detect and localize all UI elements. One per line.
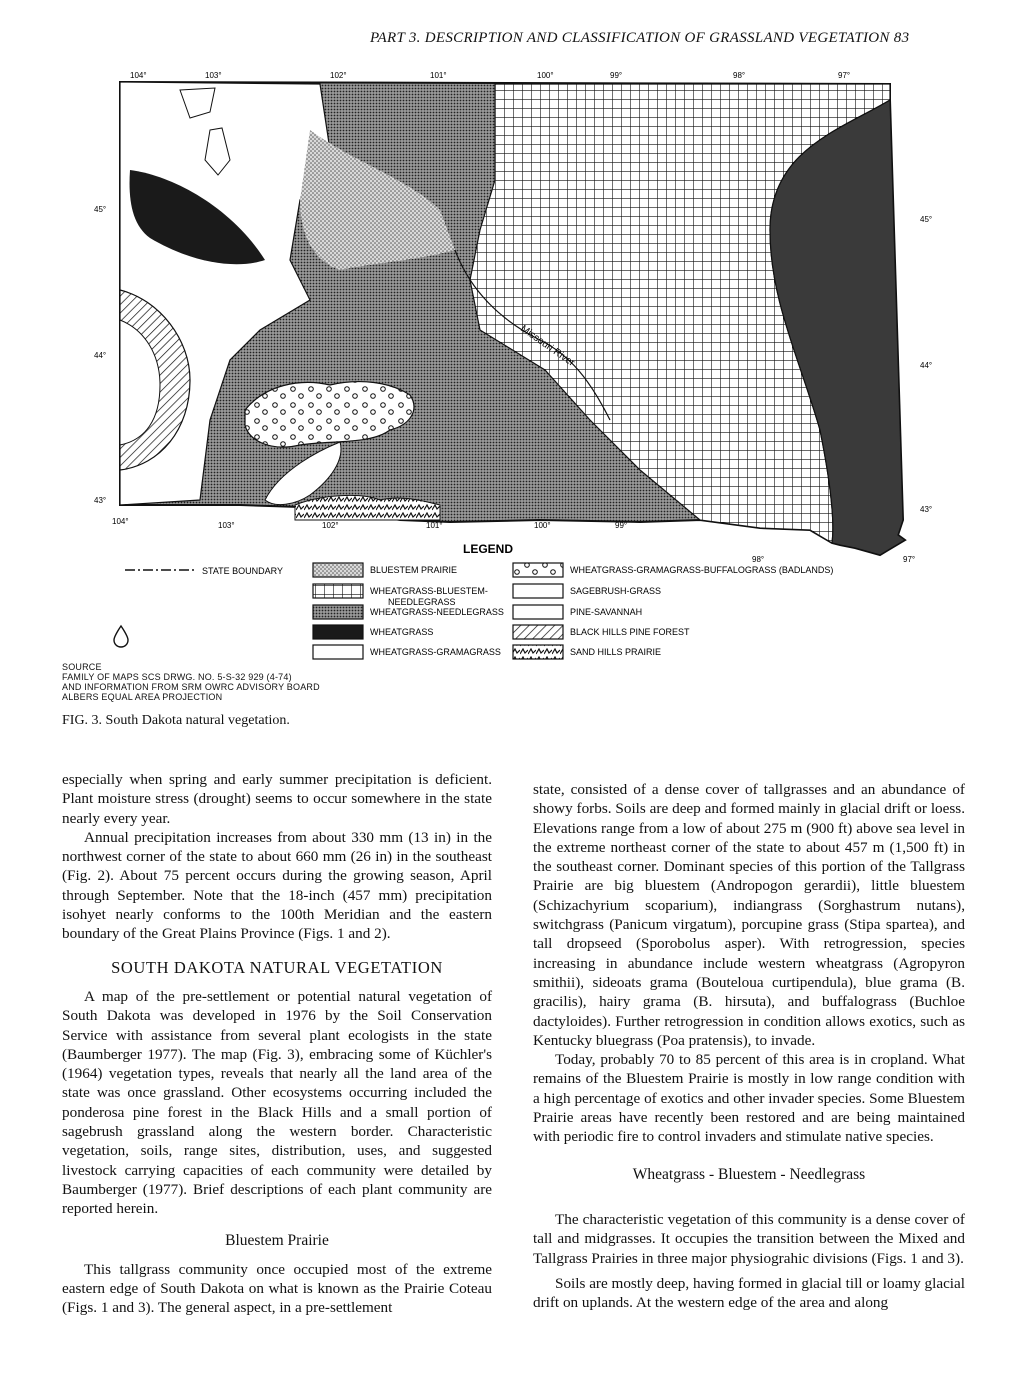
legend-left-column [313,563,504,659]
figure-caption: FIG. 3. South Dakota natural vegetation. [62,713,290,728]
legend-label: NEEDLEGRASS [388,597,456,607]
paragraph: Annual precipitation increases from about 330 mm (13 in) in the northwest corner of the state to about 660 mm (26 in) in the southeast (Fig. 2). About 75 percent occurs during the growing season, April through September. Note that the 18-inch (457 mm) precipitation isohyet nearly conforms to the 100th Meridian and the eastern boundary of the Great Plains Province (Figs. 1 and 2). [62,828,492,943]
legend-label: WHEATGRASS-GRAMAGRASS-BUFFALOGRASS (BADLANDS) [570,565,834,575]
latitude-tick-label: 45° [94,205,107,214]
legend-title: LEGEND [463,542,514,556]
legend-swatch [313,605,363,619]
right-column [533,780,965,1312]
section-title: SOUTH DAKOTA NATURAL VEGETATION [111,957,443,977]
longitude-tick-label: 99° [615,521,628,530]
longitude-tick-label: 100° [534,521,551,530]
longitude-tick-label: 98° [752,555,765,564]
latitude-tick-label: 43° [920,505,933,514]
paragraph: The characteristic vegetation of this community is a dense cover of tall and midgrasses. It occupies the transition between the Mixed and Tallgrass Prairies in three major physiograhic divisions (Figs. 1 and 3). [533,1210,965,1267]
source-line: ALBERS EQUAL AREA PROJECTION [62,692,223,702]
legend-label: WHEATGRASS-BLUESTEM- [370,586,488,596]
legend-label: WHEATGRASS-NEEDLEGRASS [370,607,504,617]
longitude-tick-label: 97° [838,71,851,80]
source-line: AND INFORMATION FROM SRM OWRC ADVISORY BOARD [62,682,320,692]
paragraph: state, consisted of a dense cover of tallgrasses and an abundance of showy forbs. Soils are deep and formed mainly in glacial drift or loess. Elevations range from a low of about 275 m (900 ft) above sea level in the extreme northeast corner of the state to about 457 m (1,500 ft) in the southeast corner. Dominant species of this portion of the Tallgrass Prairie are big bluestem (Andropogon gerardii), little bluestem (Schizachyrium scoparium), indiangrass (Sorghastrum nutans), switchgrass (Panicum virgatum), porcupine grass (Stipa spartea), and tall dropseed (Sporobolus asper). With retrogression, species increasing in abundance include western wheatgrass (Agropyron smithii), sideoats grama (Bouteloua curtipendula), blue grama (B. gracilis), hairy grama (B. hirsuta), and buffalograss (Buchloe dactyloides). Further retrogression in condition allows exotics, such as Kentucky bluegrass (Poa pratensis), to invade. [533,781,965,1049]
legend-swatch [513,563,563,577]
legend-label: BLACK HILLS PINE FOREST [570,627,690,637]
legend-swatch [513,605,563,619]
legend-label: WHEATGRASS-GRAMAGRASS [370,647,501,657]
legend-label: BLUESTEM PRAIRIE [370,565,458,575]
legend-right-column [513,563,833,659]
longitude-tick-label: 102° [322,521,339,530]
legend-swatch [313,563,363,577]
source-line: SOURCE [62,662,102,672]
longitude-tick-label: 104° [112,517,129,526]
legend-label: SAND HILLS PRAIRIE [570,647,662,657]
longitude-tick-label: 101° [426,521,443,530]
latitude-tick-label: 45° [920,215,933,224]
longitude-labels-top [130,71,850,80]
left-column [62,770,492,1318]
running-head: PART 3. DESCRIPTION AND CLASSIFICATION OF GRASSLAND VEGETATION 83 [370,30,910,46]
longitude-tick-label: 103° [205,71,222,80]
longitude-tick-label: 100° [537,71,554,80]
legend-swatch [513,625,563,639]
legend-swatch [313,584,363,598]
state-boundary-label: STATE BOUNDARY [202,566,284,576]
paragraph: A map of the pre-settlement or potential natural vegetation of South Dakota was developed in 1976 by the Soil Conservation Service with assistance from several plant ecologists in the state (Baumberger 1977). The map (Fig. 3), embracing some of Küchler's (1964) vegetation types, reveals that nearly all the land area of the state was once grassland. Other ecosystems occurring included the ponderosa pine forest in the Black Hills and a small portion of sagebrush grassland along the western border. Characteristic vegetation, soils, range sites, distribution, uses, and suggested livestock carrying capacities of each community were detailed by Baumberger (1977). Brief descriptions of each plant community are reported herein. [62,987,492,1218]
state-boundary-legend [125,566,283,576]
legend-drop-icon [114,626,128,647]
river-label: Missouri River [518,323,577,369]
legend-label: WHEATGRASS [370,627,434,637]
legend-swatch [313,625,363,639]
latitude-tick-label: 43° [94,496,107,505]
legend-swatch [513,645,563,659]
subsection-title: Bluestem Prairie [225,1231,329,1249]
figure-source [62,662,482,702]
longitude-tick-label: 103° [218,521,235,530]
latitude-tick-label: 44° [920,361,933,370]
paragraph: This tallgrass community once occupied most of the extreme eastern edge of South Dakota on what is known as the Prairie Coteau (Figs. 1 and 3). The general aspect, in a pre-settlement [62,1260,492,1317]
latitude-labels-right [920,215,932,514]
longitude-tick-label: 98° [733,71,746,80]
longitude-tick-label: 104° [130,71,147,80]
legend-swatch [513,584,563,598]
paragraph: especially when spring and early summer precipitation is deficient. Plant moisture stress (drought) seems to occur somewhere in the state nearly every year. [62,771,492,827]
longitude-tick-label: 99° [610,71,623,80]
legend-label: SAGEBRUSH-GRASS [570,586,662,596]
longitude-tick-label: 102° [330,71,347,80]
paragraph: Soils are mostly deep, having formed in glacial till or loamy glacial drift on uplands. At the western edge of the area and along [533,1274,965,1312]
longitude-tick-label: 101° [430,71,447,80]
longitude-tick-label: 97° [903,555,916,564]
source-line: FAMILY OF MAPS SCS DRWG. NO. 5-S-32 929 (4-74) [62,672,292,682]
legend-label: PINE-SAVANNAH [570,607,643,617]
paragraph: Today, probably 70 to 85 percent of this area is in cropland. What remains of the Bluestem Prairie is mostly in low range condition with a high percentage of exotics and other invader species. Some Bluestem Prairie areas have recently been restored and are being maintained with periodic fire to control invaders and stimulate native species. [533,1051,965,1146]
legend-swatch [313,645,363,659]
latitude-labels-left [94,205,106,505]
latitude-tick-label: 44° [94,351,107,360]
subsection-title: Wheatgrass - Bluestem - Needlegrass [632,1165,866,1183]
